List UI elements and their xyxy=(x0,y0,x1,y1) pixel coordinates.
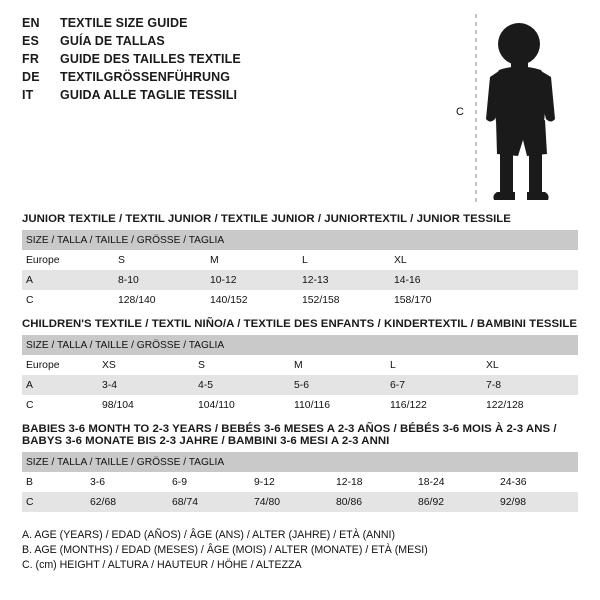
section-junior-textile xyxy=(22,213,578,310)
row-label: A xyxy=(22,375,98,395)
cell: 158/170 xyxy=(390,290,482,310)
cell: M xyxy=(206,250,298,270)
children-size-table xyxy=(22,335,578,415)
cell-empty xyxy=(482,270,578,290)
cell: 74/80 xyxy=(250,492,332,512)
cell: 14-16 xyxy=(390,270,482,290)
cell: 6-9 xyxy=(168,472,250,492)
row-label: C xyxy=(22,492,86,512)
cell: 98/104 xyxy=(98,395,194,415)
cell: 8-10 xyxy=(114,270,206,290)
section-title: BABIES 3-6 MONTH TO 2-3 YEARS / BEBÉS 3-6 MESES A 2-3 AÑOS / BÉBÉS 3-6 MOIS À 2-3 ANS / BABYS 3-6 MONATE BIS 2-3 JAHRE / BAMBINI 3-6 MESI A 2-3 ANNI xyxy=(22,423,557,447)
cell: 3-6 xyxy=(86,472,168,492)
cell: XL xyxy=(482,355,578,375)
legend-block xyxy=(22,528,582,573)
cell: 7-8 xyxy=(482,375,578,395)
language-title: GUÍA DE TALLAS xyxy=(60,34,165,48)
language-row xyxy=(22,14,442,32)
row-label: C xyxy=(22,290,114,310)
cell: 140/152 xyxy=(206,290,298,310)
legend-line-height: C. (cm) HEIGHT / ALTURA / HAUTEUR / HÖHE / ALTEZZA xyxy=(22,559,302,571)
language-title: TEXTILGRÖSSENFÜHRUNG xyxy=(60,70,231,84)
table-header-row xyxy=(22,230,578,250)
cell: 110/116 xyxy=(290,395,386,415)
language-code: DE xyxy=(22,70,40,84)
cell-empty xyxy=(482,250,578,270)
cell: 9-12 xyxy=(250,472,332,492)
language-row xyxy=(22,86,442,104)
cell: 5-6 xyxy=(290,375,386,395)
babies-size-table xyxy=(22,452,578,512)
height-measure-label: C xyxy=(456,106,464,118)
language-title: TEXTILE SIZE GUIDE xyxy=(60,16,188,30)
table-row xyxy=(22,355,578,375)
row-label: Europe xyxy=(22,250,114,270)
cell: XS xyxy=(98,355,194,375)
table-row xyxy=(22,375,578,395)
table-row xyxy=(22,270,578,290)
language-row xyxy=(22,68,442,86)
table-row xyxy=(22,395,578,415)
cell: 116/122 xyxy=(386,395,482,415)
cell: 12-13 xyxy=(298,270,390,290)
size-header-label: SIZE / TALLA / TAILLE / GRÖSSE / TAGLIA xyxy=(22,452,578,472)
cell: 80/86 xyxy=(332,492,414,512)
language-title: GUIDA ALLE TAGLIE TESSILI xyxy=(60,88,238,102)
cell: 12-18 xyxy=(332,472,414,492)
table-header-row xyxy=(22,452,578,472)
table-row xyxy=(22,290,578,310)
cell: L xyxy=(298,250,390,270)
language-code: ES xyxy=(22,34,40,48)
size-header-label: SIZE / TALLA / TAILLE / GRÖSSE / TAGLIA xyxy=(22,230,578,250)
language-code: EN xyxy=(22,16,40,30)
language-code: FR xyxy=(22,52,40,66)
row-label: B xyxy=(22,472,86,492)
row-label: A xyxy=(22,270,114,290)
cell: 128/140 xyxy=(114,290,206,310)
language-title: GUIDE DES TAILLES TEXTILE xyxy=(60,52,241,66)
cell: 10-12 xyxy=(206,270,298,290)
table-row xyxy=(22,492,578,512)
cell: 92/98 xyxy=(496,492,578,512)
cell: 152/158 xyxy=(298,290,390,310)
cell: 122/128 xyxy=(482,395,578,415)
cell: S xyxy=(194,355,290,375)
cell: 3-4 xyxy=(98,375,194,395)
cell: XL xyxy=(390,250,482,270)
row-label: C xyxy=(22,395,98,415)
size-header-label: SIZE / TALLA / TAILLE / GRÖSSE / TAGLIA xyxy=(22,335,578,355)
language-row xyxy=(22,32,442,50)
junior-size-table xyxy=(22,230,578,310)
child-silhouette-icon xyxy=(452,8,592,208)
cell: L xyxy=(386,355,482,375)
section-childrens-textile xyxy=(22,318,578,415)
cell: 68/74 xyxy=(168,492,250,512)
cell: 18-24 xyxy=(414,472,496,492)
language-row xyxy=(22,50,442,68)
section-title: CHILDREN'S TEXTILE / TEXTIL NIÑO/A / TEXTILE DES ENFANTS / KINDERTEXTIL / BAMBINI TESSILE xyxy=(22,318,578,330)
cell: 86/92 xyxy=(414,492,496,512)
table-header-row xyxy=(22,335,578,355)
cell: 24-36 xyxy=(496,472,578,492)
cell: 6-7 xyxy=(386,375,482,395)
section-title: JUNIOR TEXTILE / TEXTIL JUNIOR / TEXTILE JUNIOR / JUNIORTEXTIL / JUNIOR TESSILE xyxy=(22,213,511,225)
legend-line-age-months: B. AGE (MONTHS) / EDAD (MESES) / ÂGE (MOIS) / ALTER (MONATE) / ETÀ (MESI) xyxy=(22,544,428,556)
table-row xyxy=(22,472,578,492)
row-label: Europe xyxy=(22,355,98,375)
legend-line-age-years: A. AGE (YEARS) / EDAD (AÑOS) / ÂGE (ANS) / ALTER (JAHRE) / ETÀ (ANNI) xyxy=(22,529,395,541)
cell: M xyxy=(290,355,386,375)
cell: 62/68 xyxy=(86,492,168,512)
cell: S xyxy=(114,250,206,270)
cell: 4-5 xyxy=(194,375,290,395)
language-title-block xyxy=(22,14,442,104)
table-row xyxy=(22,250,578,270)
language-code: IT xyxy=(22,88,34,102)
cell: 104/110 xyxy=(194,395,290,415)
cell-empty xyxy=(482,290,578,310)
section-babies-textile xyxy=(22,423,578,512)
